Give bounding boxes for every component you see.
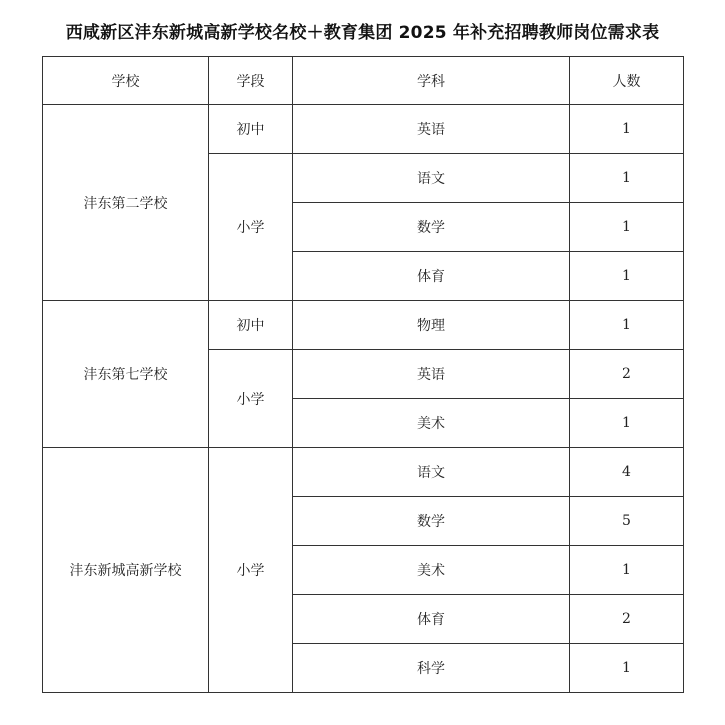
school-name-cell: 沣东第七学校 bbox=[43, 301, 209, 448]
subject-cell: 美术 bbox=[293, 546, 570, 595]
header-stage: 学段 bbox=[209, 57, 293, 105]
header-row bbox=[43, 57, 684, 105]
subject-cell: 语文 bbox=[293, 448, 570, 497]
count-cell: 5 bbox=[570, 497, 684, 546]
count-cell: 1 bbox=[570, 399, 684, 448]
school-name-cell: 沣东新城高新学校 bbox=[43, 448, 209, 693]
count-cell: 1 bbox=[570, 252, 684, 301]
subject-cell: 物理 bbox=[293, 301, 570, 350]
table-row bbox=[43, 105, 684, 154]
count-cell: 1 bbox=[570, 105, 684, 154]
table-header bbox=[43, 57, 684, 105]
table-body bbox=[43, 105, 684, 693]
subject-cell: 数学 bbox=[293, 203, 570, 252]
subject-cell: 数学 bbox=[293, 497, 570, 546]
document-title: 西咸新区沣东新城高新学校名校＋教育集团 2025 年补充招聘教师岗位需求表 bbox=[65, 23, 660, 43]
table-row bbox=[43, 301, 684, 350]
recruitment-table bbox=[42, 56, 684, 693]
count-cell: 1 bbox=[570, 203, 684, 252]
subject-cell: 美术 bbox=[293, 399, 570, 448]
count-cell: 1 bbox=[570, 546, 684, 595]
count-cell: 1 bbox=[570, 154, 684, 203]
header-subject: 学科 bbox=[293, 57, 570, 105]
stage-cell: 小学 bbox=[209, 350, 293, 448]
subject-cell: 语文 bbox=[293, 154, 570, 203]
subject-cell: 体育 bbox=[293, 252, 570, 301]
count-cell: 1 bbox=[570, 301, 684, 350]
stage-cell: 初中 bbox=[209, 301, 293, 350]
table-row bbox=[43, 448, 684, 497]
subject-cell: 英语 bbox=[293, 350, 570, 399]
subject-cell: 体育 bbox=[293, 595, 570, 644]
header-count: 人数 bbox=[570, 57, 684, 105]
count-cell: 2 bbox=[570, 350, 684, 399]
subject-cell: 英语 bbox=[293, 105, 570, 154]
count-cell: 1 bbox=[570, 644, 684, 693]
school-name-cell: 沣东第二学校 bbox=[43, 105, 209, 301]
stage-cell: 小学 bbox=[209, 154, 293, 301]
stage-cell: 初中 bbox=[209, 105, 293, 154]
subject-cell: 科学 bbox=[293, 644, 570, 693]
header-school: 学校 bbox=[43, 57, 209, 105]
count-cell: 2 bbox=[570, 595, 684, 644]
stage-cell: 小学 bbox=[209, 448, 293, 693]
count-cell: 4 bbox=[570, 448, 684, 497]
